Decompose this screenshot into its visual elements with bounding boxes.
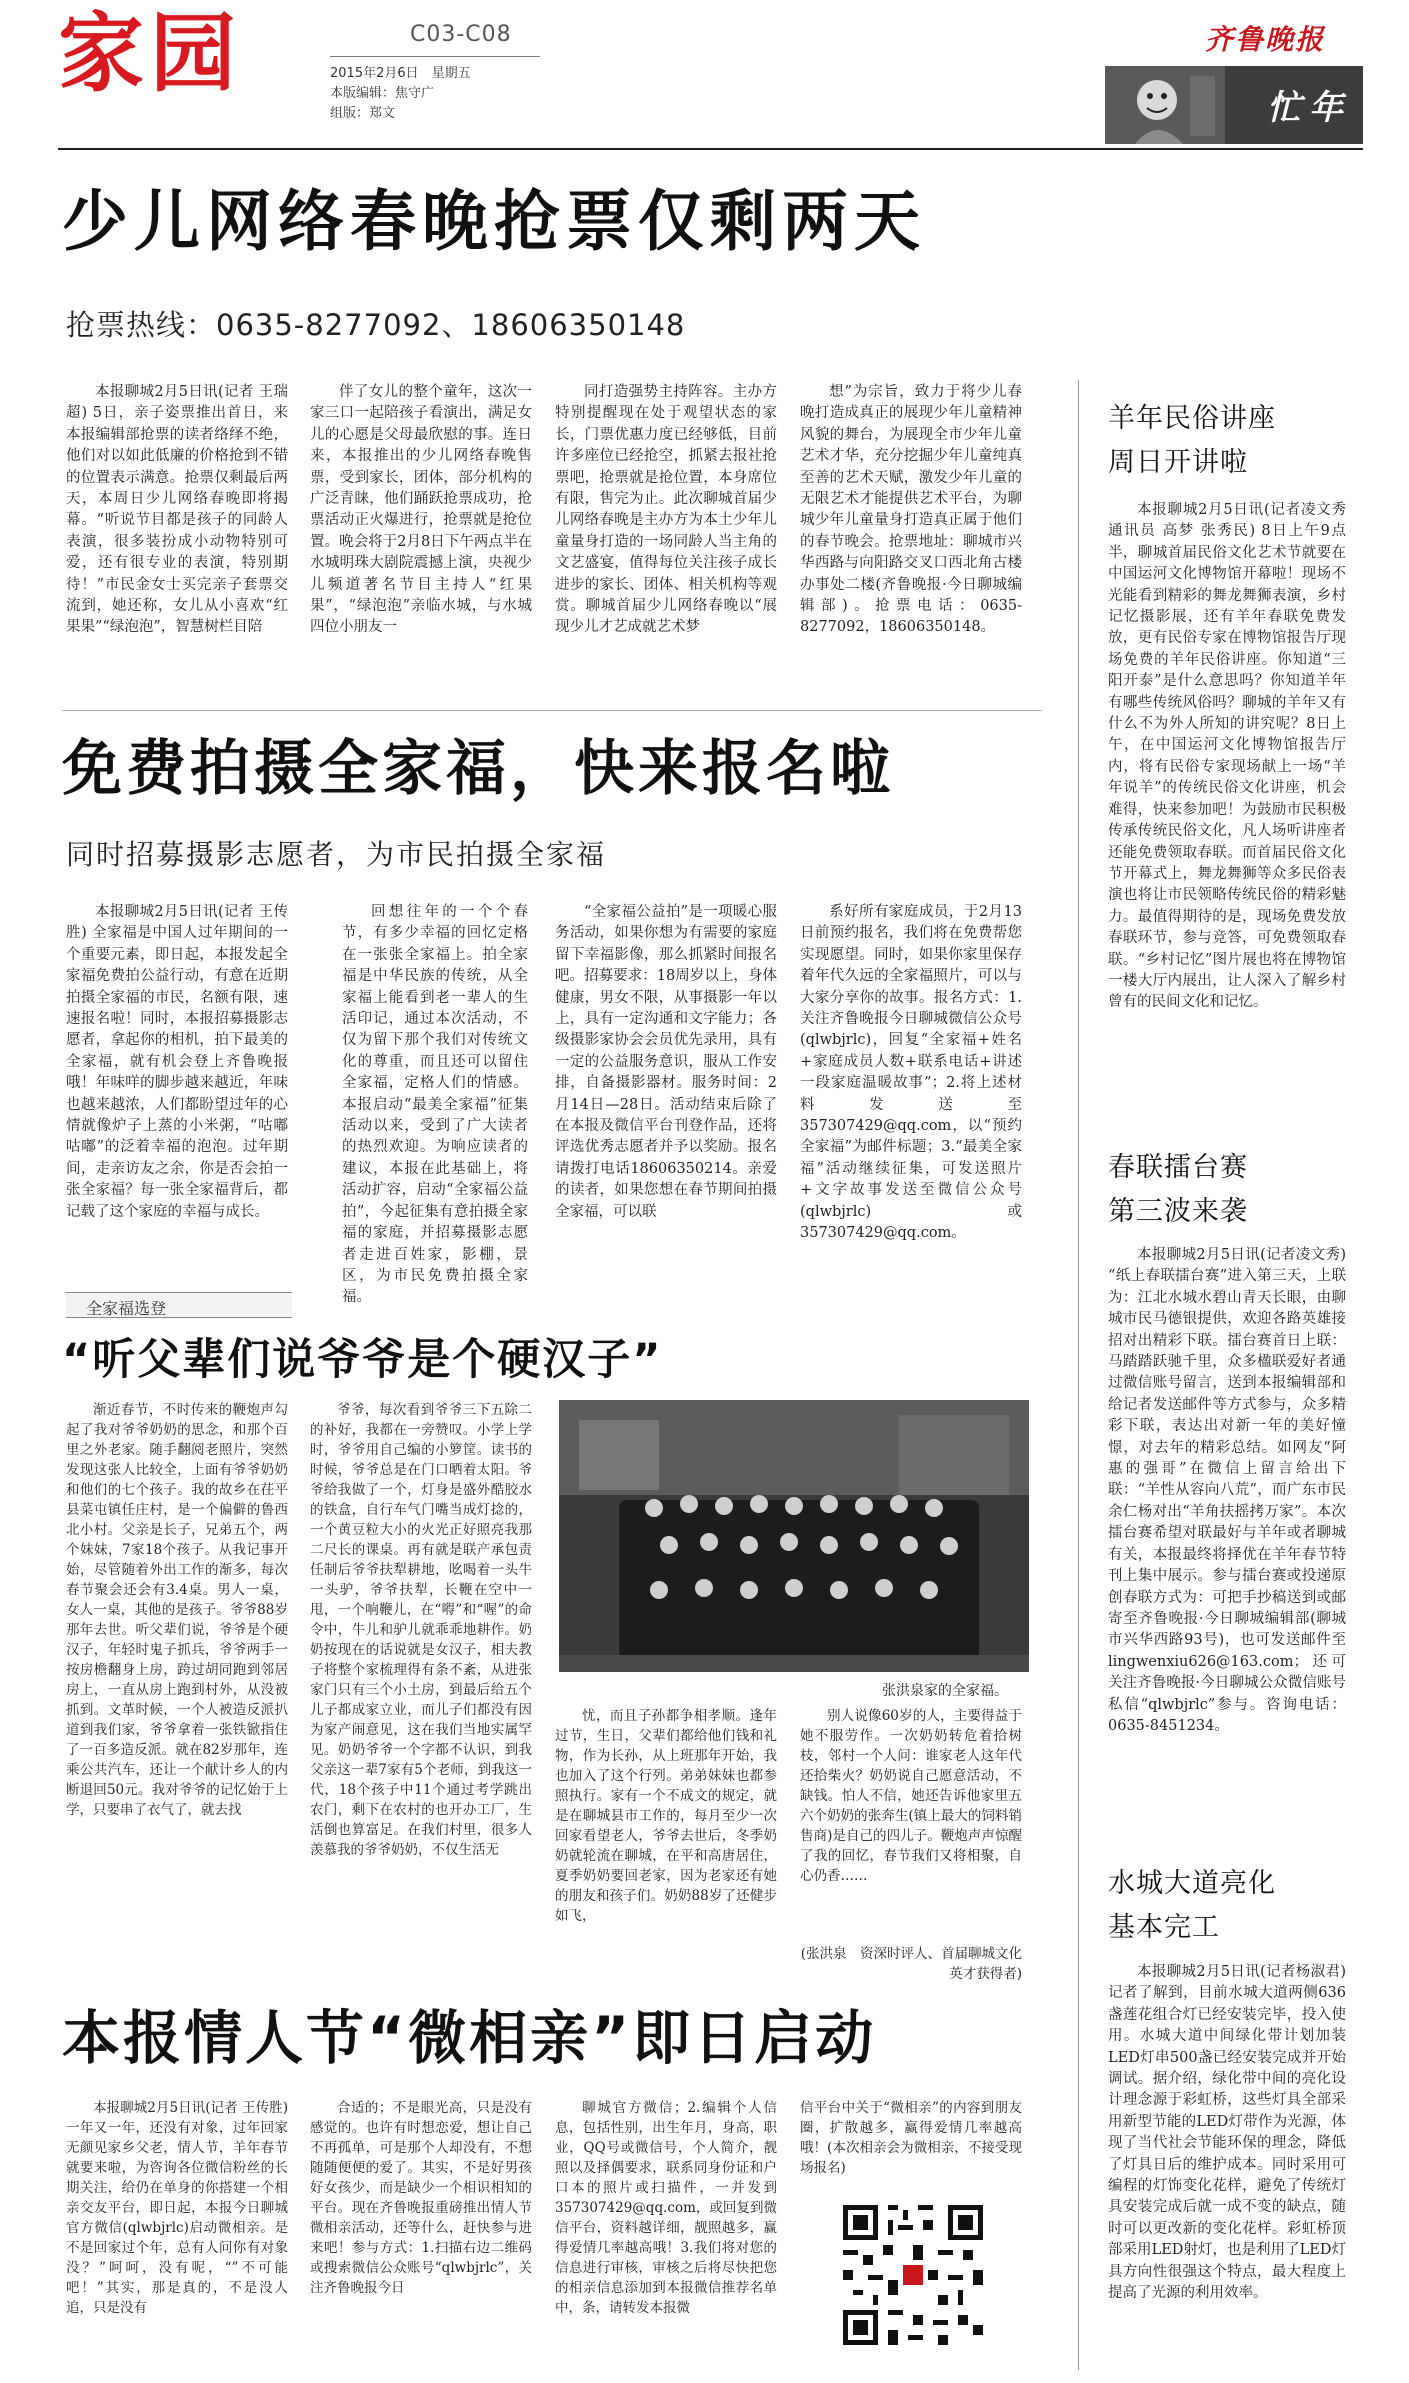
article1-bottom-rule — [62, 710, 1042, 711]
article4-col3: 聊城官方微信；2.编辑个人信息，包括性别，出生年月，身高，职业，QQ号或微信号，个人简介，靓照以及择偶要求，联系同身份证和户口本的照片或扫描件，一并发到357307429@qq.com，或回复到微信平台，资料越详细，靓照越多，赢得爱情几率越高哦！3.我们将对您的信息进行审核，审核之后将尽快把您的相亲信息添加到本报微信推荐名单中，条，请转发本报微 — [555, 2100, 777, 2316]
article1-col3: 同打造强势主持阵容。主办方特别提醒现在处于观望状态的家长，门票优惠力度已经够低，目前许多座位已经抢空，抓紧去报社抢票吧，抢票就是抢位置，本身席位有限，售完为止。此次聊城首届少儿网络春晚是主办方为本土少年儿童量身打造的一场同龄人当主角的文艺盛宴，值得每位关注孩子成长进步的家长、团体、相关机构等观赏。聊城首届少儿网络春晚以“展现少儿才艺成就艺术梦 — [555, 384, 777, 636]
sidebar3-title-line2: 基本完工 — [1108, 1912, 1220, 1943]
article3-byline: (张洪泉 资深时评人、首届聊城文化英才获得者) — [800, 1946, 1022, 1982]
sidebar3-body: 本报聊城2月5日讯(记者杨淑君) 记者了解到，目前水城大道两侧636盏莲花组合灯已经安装完毕，投入使用。水城大道中间绿化带计划加装LED灯串500盏已经安装完成并开始调试。据介绍，绿化带中间的亮化设计理念源于彩虹桥，这些灯具全部采用新型节能的LED灯带作为光源，体现了当代社会节能环保的理念，降低了灯具日后的维护成本。同时采用可编程的灯饰变化花样，避免了传统灯具安装完成后就一成不变的缺点，随时可以更改新的变化花样。彩虹桥顶部采用LED射灯，也是利用了LED灯具方向性很强这个特点，最大程度上提高了光源的利用效率。 — [1108, 1964, 1346, 2302]
sidebar3-title-line1: 水城大道亮化 — [1108, 1868, 1276, 1899]
article2-subhead: 同时招募摄影志愿者，为市民拍摄全家福 — [66, 838, 607, 871]
sidebar1-body: 本报聊城2月5日讯(记者凌文秀 通讯员 高梦 张秀民) 8日上午9点半，聊城首届民俗文化艺术节就要在中国运河文化博物馆开幕啦！现场不光能看到精彩的舞龙舞狮表演，乡村记忆摄影展，还有羊年春联免费发放，更有民俗专家在博物馆报告厅现场免费的羊年民俗讲座。你知道“三阳开泰”是什么意思吗？你知道羊年有哪些传统风俗吗？聊城的羊年又有什么不为外人所知的讲究呢？8日上午，在中国运河文化博物馆报告厅内，将有民俗专家现场献上一场“羊年说羊”的传统民俗文化讲座，机会难得，快来参加吧！为鼓励市民积极传承传统民俗文化，凡人场听讲座者还能免费领取春联。而首届民俗文化节开幕式上，舞龙舞狮等众多民俗表演也将让市民领略传统民俗的精彩魅力。最值得期待的是，现场免费发放春联环节，参与竞答，可免费领取春联。“乡村记忆”图片展也将在博物馆一楼大厅内展出，让人深入了解乡村曾有的民间文化和记忆。 — [1108, 502, 1346, 1011]
section-title: 家园 — [58, 4, 242, 104]
article2-col2: 回想往年的一个个春节，有多少幸福的回忆定格在一张张全家福上。拍全家福是中华民族的传统，从全家福上能看到老一辈人的生活印记，通过本次活动，不仅为留下那个我们对传统文化的尊重，而且还可以留住全家福，定格人们的情感。本报启动“最美全家福”征集活动以来，受到了广大读者的热烈欢迎。为响应读者的建议，本报在此基础上，将活动扩容，启动“全家福公益拍”，今起征集有意拍摄全家福的家庭，并招募摄影志愿者走进百姓家，影棚，景区，为市民免费拍摄全家福。 — [342, 904, 528, 1306]
article3-col2: 爷爷，每次看到爷爷三下五除二的补好，我都在一旁赞叹。小学上学时，爷爷用自己编的小箩筐。读书的时候，爷爷总是在门口晒着太阳。爷爷给我做了一个，灯身是盛外酷胶水的铁盒，自行车气门嘴当成灯捻的，一个黄豆粒大小的火光正好照亮我那二尺长的课桌。再有就是联产承包责任制后爷爷扶犁耕地，吆喝着一头牛一头驴，爷爷扶犁，长鞭在空中一甩，一个响鞭儿，在“嘚”和“喔”的命令中，牛儿和驴儿就乖乖地耕作。奶奶按现在的话说就是女汉子，相夫教子将整个家梳理得有条不紊，从进张家门只有三个小土房，到最后给五个儿子都成家立业，而儿子们都没有因为家产闹意见，这在我们当地实属罕见。奶奶爷爷一个字都不认识，到我父亲这一辈7家有5个老师，到我这一代，18个孩子中11个通过考学跳出农门，剩下在农村的也开办工厂，生活倒也算富足。在我们村里，很多人羡慕我的爷爷奶奶，不仅生活无 — [310, 1402, 532, 1858]
article1-col4: 想”为宗旨，致力于将少儿春晚打造成真正的展现少年儿童精神风貌的舞台，为展现全市少年儿童艺术才华，充分挖掘少年儿童纯真至善的艺术天赋，激发少年儿童的无限艺术才能提供艺术平台，为聊城少年儿童量身打造真正属于他们的春节晚会。抢票地址：聊城市兴华西路与向阳路交叉口西北角古楼办事处二楼(齐鲁晚报·今日聊城编辑部)。抢票电话：0635-8277092，18606350148。 — [800, 384, 1022, 636]
article2-col1: 本报聊城2月5日讯(记者 王传胜) 全家福是中国人过年期间的一个重要元素，即日起，本报发起全家福免费拍公益行动，有意在近期拍摄全家福的市民，名额有限，速速报名啦！同时，本报招募摄影志愿者，拿起你的相机，拍下最美的全家福，就有机会登上齐鲁晚报哦！年味咩的脚步越来越近，年味也越来越浓，人们都盼望过年的心情就像炉子上蒸的小米粥，“咕嘟咕嘟”的泛着幸福的泡泡。过年期间，走亲访友之余，你是否会拍一张全家福？每一张全家福背后，都记载了这个家庭的幸福与成长。 — [66, 904, 288, 1220]
family-group-photo — [559, 1400, 1029, 1672]
masthead — [0, 0, 1409, 150]
article2-col4: 系好所有家庭成员，于2月13日前预约报名，我们将在免费帮您实现愿望。同时，如果你家里保存着年代久远的全家福照片，可以与大家分享你的故事。报名方式：1.关注齐鲁晚报今日聊城微信公众号(qlwbjrlc)，回复“全家福+姓名+家庭成员人数+联系电话+讲述一段家庭温暖故事”；2.将上述材料发送至357307429@qq.com，以“预约全家福”为邮件标题；3.“最美全家福”活动继续征集，可发送照片+文字故事发送至微信公众号(qlwbjrlc)或357307429@qq.com。 — [800, 904, 1022, 1242]
sidebar2-title-line2: 第三波来袭 — [1108, 1196, 1248, 1227]
article4-col4: 信平台中关于“微相亲”的内容到朋友圈，扩散越多，赢得爱情几率越高哦！(本次相亲会为微相亲，不接受现场报名) — [800, 2100, 1022, 2176]
editor-credit: 本版编辑：焦守广 — [330, 86, 435, 101]
article3-col1: 渐近春节，不时传来的鞭炮声勾起了我对爷爷奶奶的思念，和那个百里之外老家。随手翻阅老照片，突然发现这张人比较全，上面有爷爷奶奶和他们的七个孩子。我的故乡在茌平县菜屯镇任庄村，是一个偏僻的鲁西北小村。父亲是长子，兄弟五个，两个妹妹，7家18个孩子。从我记事开始，尽管随着外出工作的渐多，每次春节聚会还会有3.4桌。男人一桌，女人一桌，其他的是孩子。爷爷88岁那年去世。听父辈们说，爷爷是个硬汉子，年轻时鬼子抓兵，爷爷两手一按房檐翻身上房，跨过胡同跑到邻居房上，一直从房上跑到村外，从没被抓到。文革时候，一个人被造反派扒道到我们家，爷爷拿着一张铁锨指住了一百多造反派。就在82岁那年，连乘公共汽车，还让一个献计乡人的内断退回50元。我对爷爷的记忆始于上学，只要串了衣气了，就去找 — [66, 1402, 288, 1818]
photo-caption: 张洪泉家的全家福。 — [882, 1683, 1008, 1699]
article1-col1: 本报聊城2月5日讯(记者 王瑞超) 5日，亲子姿票推出首日，来本报编辑部抢票的读者络绎不绝，他们对以如此低廉的价格抢到不错的位置表示满意。抢票仅剩最后两天，本周日少儿网络春晚即将揭幕。“听说节目都是孩子的同龄人表演，很多装扮成小动物特别可爱，还有很专业的表演，特别期待！”市民金女士买完亲子套票交流到，她还称，女儿从小喜欢“红果果”“绿泡泡”，智慧树栏目陪 — [66, 384, 288, 636]
masthead-rule — [58, 148, 1363, 150]
article3-kicker: 全家福选登 — [86, 1299, 167, 1318]
article4-col1: 本报聊城2月5日讯(记者 王传胜) 一年又一年，还没有对象，过年回家无颜见家乡父老，情人节，羊年春节就要来啦，为咨询各位微信粉丝的长期关注，给仍在单身的你搭建一个相亲交友平台，即日起，本报今日聊城官方微信(qlwbjrlc)启动微相亲。是不是回家过个年，总有人问你有对象没？”呵呵，没有呢，“”不可能吧！”其实，那是真的，不是没人追，只是没有 — [66, 2100, 288, 2316]
article3-headline: “听父辈们说爷爷是个硬汉子” — [62, 1335, 663, 1385]
article2-col3: “全家福公益拍”是一项暖心服务活动，如果你想为有需要的家庭留下幸福影像，那么抓紧时间报名吧。招募要求：18周岁以上，身体健康，男女不限，从事摄影一年以上，具有一定沟通和文字能力；各级摄影家协会会员优先录用，具有一定的公益服务意识，服从工作安排，自备摄影器材。服务时间：2月14日—28日。活动结束后除了在本报及微信平台刊登作品，还将评选优秀志愿者并予以奖励。报名请拨打电话18606350214。亲爱的读者，如果您想在春节期间拍摄全家福，可以联 — [555, 904, 777, 1220]
column-badge-text: 忙年 — [1267, 88, 1351, 128]
sidebar2-title-line1: 春联擂台赛 — [1108, 1152, 1248, 1183]
article1-subhead: 抢票热线：0635-8277092、18606350148 — [66, 308, 686, 342]
sidebar1-title-line1: 羊年民俗讲座 — [1108, 403, 1276, 434]
article1-col2: 伴了女儿的整个童年，这次一家三口一起陪孩子看演出，满足女儿的心愿是父母最欣慰的事。连日来，本报推出的少儿网络春晚售票，受到家长，团体，部分机构的广泛青睐，他们踊跃抢票成功，抢票活动正火爆进行，抢票就是抢位置。晚会将于2月8日下午两点半在水城明珠大剧院震撼上演，央视少儿频道著名节目主持人“红果果”，“绿泡泡”亲临水城，与水城四位小朋友一 — [310, 384, 532, 636]
page-range-underline — [330, 56, 540, 57]
child-photo-icon — [1105, 66, 1225, 144]
article2-headline: 免费拍摄全家福，快来报名啦 — [62, 734, 894, 804]
article3-col3: 忧，而且子孙都争相孝顺。逢年过节，生日，父辈们都给他们钱和礼物，作为长孙，从上班那年开始，我也加入了这个行列。弟弟妹妹也都参照执行。家有一个不成文的规定，就是在聊城县市工作的，每月至少一次回家看望老人，爷爷去世后，冬季奶奶就轮流在聊城，在平和高唐居住，夏季奶奶要回老家，因为老家还有她的朋友和孩子们。奶奶88岁了还健步如飞， — [555, 1708, 777, 1924]
designer-credit: 组版：郑文 — [330, 106, 396, 121]
qr-code-icon — [838, 2200, 988, 2350]
qr-code[interactable] — [838, 2200, 988, 2350]
article1-headline: 少儿网络春晚抢票仅剩两天 — [62, 183, 926, 260]
sidebar1-title-line2: 周日开讲啦 — [1108, 447, 1248, 478]
article4-col2: 合适的；不是眼光高，只是没有感觉的。也许有时想恋爱，想让自己不再孤单，可是那个人却没有，不想随随便便的爱了。其实，不是好男孩好女孩少，而是缺少一个相识相知的平台。现在齐鲁晚报重磅推出情人节微相亲活动，还等什么，赶快参与进来吧！参与方式：1.扫描右边二维码或搜索微信公众账号“qlwbjrlc”，关注齐鲁晚报今日 — [310, 2100, 532, 2296]
column-badge — [1105, 66, 1363, 144]
article3-col4: 别人说像60岁的人，主要得益于她不服劳作。一次奶奶转危着拾树枝，邻村一个人问：谁家老人这年代还拾柴火？奶奶说自己愿意活动，不缺钱。怕人不信，她还告诉他家里五六个奶奶的张奔生(镇上最大的饲料销售商)是自己的四儿子。鞭炮声声惊醒了我的回忆，春节我们又将相聚，自心仍香…… — [800, 1708, 1022, 1884]
page-range: C03-C08 — [410, 22, 512, 47]
sidebar2-body: 本报聊城2月5日讯(记者凌文秀) “纸上春联擂台赛”进入第三天，上联为：江北水城水碧山青天长眼，由聊城市民马德银提供，欢迎各路英雄接招对出精彩下联。擂台赛首日上联：马踏踏跃驰千里，众多楹联爱好者通过微信账号留言，送到本报编辑部和给记者发送邮件等方式参与，众多精彩下联，表达出对新一年的美好憧憬，对去年的精彩总结。如网友“阿惠的强哥”在微信上留言给出下联：“羊性从容向八荒”，而广东市民余仁杨对出“羊角扶摇拷万家”。本次擂台赛希望对联最好与羊年或者聊城有关，本报最终将择优在羊年春节特刊上集中展示。参与擂台赛或投递原创春联方式为：可把手抄稿送到或邮寄至齐鲁晚报·今日聊城编辑部(聊城市兴华西路93号)，也可发送邮件至lingwenxiu626@163.com；还可关注齐鲁晚报·今日聊城公众微信账号私信“qlwbjrlc”参与。咨询电话：0635-8451234。 — [1108, 1247, 1346, 1734]
issue-date: 2015年2月6日 星期五 — [330, 66, 471, 81]
sidebar-divider — [1078, 380, 1079, 2370]
paper-name-logo: 齐鲁晚报 — [1205, 23, 1326, 56]
article4-headline: 本报情人节“微相亲”即日启动 — [62, 2004, 877, 2072]
article3-kicker-box — [66, 1292, 292, 1318]
family-photo — [559, 1400, 1029, 1672]
